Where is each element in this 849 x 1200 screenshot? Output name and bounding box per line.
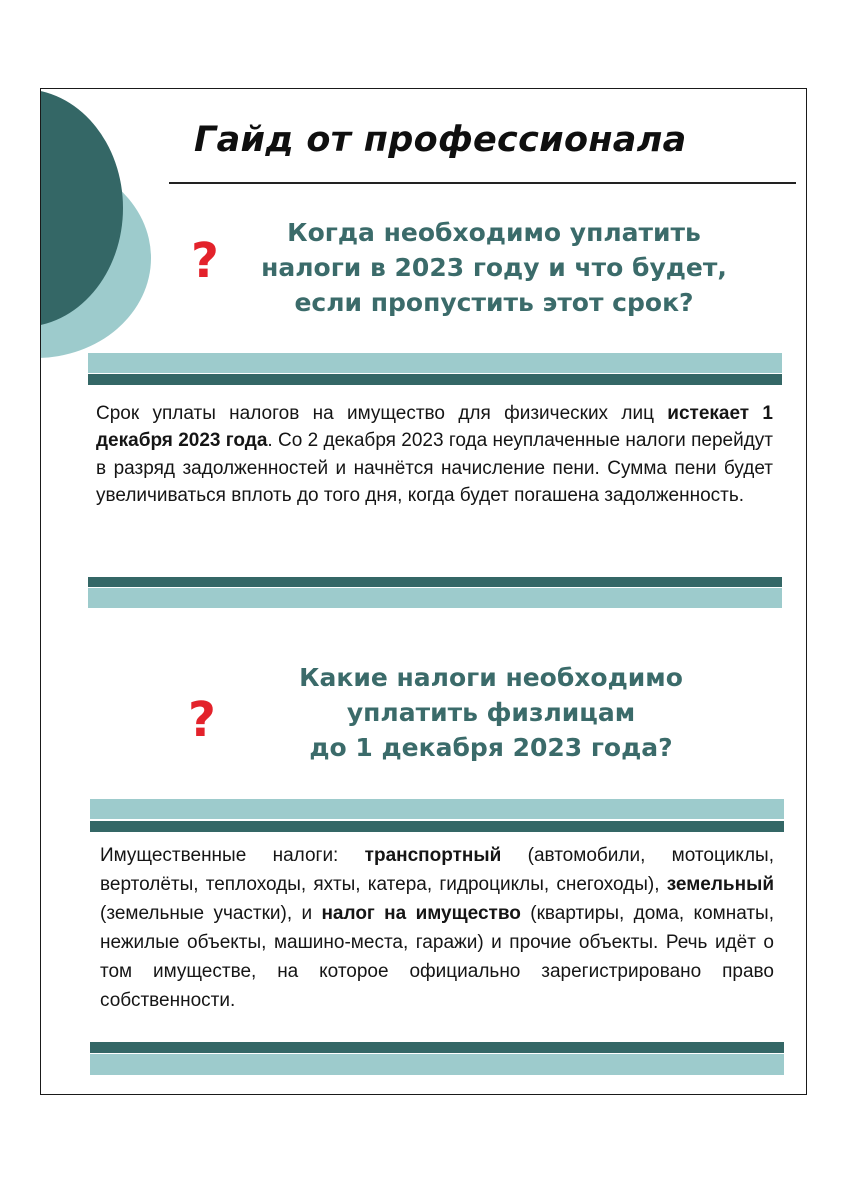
question-mark-icon: ? [191,233,219,289]
section-1-answer [96,400,773,510]
question-line: до 1 декабря 2023 года? [309,733,673,762]
question-mark-icon: ? [188,692,216,748]
section-2-band-light-bottom [90,1054,784,1075]
section-1-band-light-top [88,353,782,373]
section-1-band-dark-bottom [88,577,782,587]
section-2-question [256,660,726,765]
answer-bold-text: налог на имущество [321,903,521,924]
answer-text: Срок уплаты налогов на имущество для физических лиц [96,403,668,424]
section-1-band-dark-top [88,374,782,385]
question-line: Когда необходимо уплатить [287,218,701,247]
question-line: Какие налоги необходимо [299,663,683,692]
section-2-band-dark-bottom [90,1042,784,1053]
question-line: если пропустить этот срок? [294,288,694,317]
answer-text: . Со 2 декабря 2023 года неуплаченные налоги перейдут в разряд задолженностей и начнётся начисление пени. Сумма пени будет увеличиваться вплоть до того дня, когда будет погашена задолженность. [96,430,773,507]
section-2-band-light-top [90,799,784,819]
section-1-question [259,215,729,320]
answer-text: Имущественные налоги: [100,845,365,866]
guide-card [40,88,807,1095]
answer-bold-text: истекает 1 декабря 2023 года [96,403,773,452]
section-2-band-dark-top [90,821,784,832]
question-line: уплатить физлицам [346,698,636,727]
answer-text: (земельные участки), и [100,903,322,924]
answer-bold-text: земельный [666,874,774,895]
page-title: Гайд от профессионала [194,120,687,160]
answer-text: (квартиры, дома, комнаты, нежилые объекты, машино-места, гаражи) и прочие объекты. Речь идёт о том имуществе, на которое официально зарегистрировано право собственности. [100,903,774,1011]
answer-text: (автомобили, мотоциклы, вертолёты, теплоходы, яхты, катера, гидроциклы, снегоходы), [100,845,774,895]
section-2-answer [100,841,774,1015]
question-line: налоги в 2023 году и что будет, [261,253,727,282]
title-divider [169,182,796,184]
answer-bold-text: транспортный [364,845,502,866]
section-1-band-light-bottom [88,588,782,608]
